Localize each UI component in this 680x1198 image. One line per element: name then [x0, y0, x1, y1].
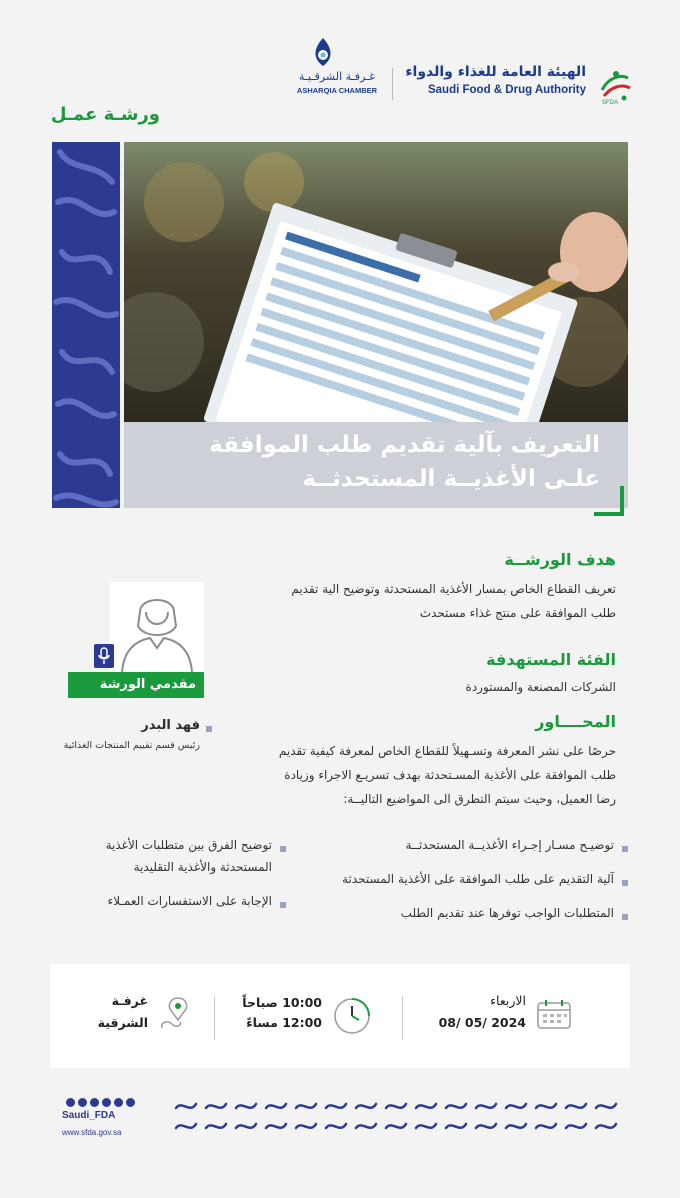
- axes-line2: طلب الموافقة على الأغذية المسـتحدثة بهدف تسريـع الاجراء وزيادة: [284, 768, 616, 782]
- event-time-start: 10:00 صباحاً: [242, 995, 322, 1010]
- location-line1: غرفـة: [111, 993, 148, 1008]
- presenter-avatar: [110, 582, 204, 672]
- hero-photo: [124, 142, 628, 422]
- header-divider: [392, 68, 393, 100]
- location-line2: الشرقية: [97, 1015, 148, 1030]
- axes-line3: رضا العميل، وحيث سيتم التطرق الى المواضيع التاليــة:: [343, 792, 616, 806]
- topic-item: الإجابة على الاستفسارات العمـلاء: [107, 894, 272, 908]
- topic-item: توضيح الفرق بين متطلبات الأغذية: [105, 838, 272, 852]
- info-separator: [214, 996, 215, 1040]
- goal-line1: تعريف القطاع الخاص بمسار الأغذية المستحدثة وتوضيح الية تقديم: [291, 582, 616, 596]
- presenter-name: فهد البدر: [141, 718, 200, 733]
- location-icon: [158, 996, 190, 1032]
- audience-heading: الفئة المستهدفة: [486, 650, 616, 669]
- bullet-icon: [280, 902, 286, 908]
- corner-accent: [594, 512, 624, 516]
- presenter-role: رئيس قسم تقييم المنتجات الغذائية: [63, 740, 200, 751]
- twitter-icon[interactable]: [114, 1098, 123, 1107]
- goal-heading: هدف الورشــة: [504, 550, 616, 569]
- axes-heading: المحــــاور: [535, 712, 616, 731]
- microphone-icon: [94, 644, 114, 668]
- decorative-pattern: [52, 142, 120, 508]
- bullet-icon: [622, 914, 628, 920]
- clock-icon: [332, 996, 372, 1036]
- topic-item: آلية التقديم على طلب الموافقة على الأغذية المستحدثة: [342, 872, 614, 886]
- goal-line2: طلب الموافقة على منتج غذاء مستحدث: [419, 606, 616, 620]
- linkedin-icon[interactable]: [126, 1098, 135, 1107]
- snapchat-icon[interactable]: [102, 1098, 111, 1107]
- event-date: 08/ 05/ 2024: [438, 1015, 526, 1030]
- topic-item: المتطلبات الواجب توفرها عند تقديم الطلب: [400, 906, 614, 920]
- footer-handle[interactable]: Saudi_FDA: [62, 1110, 116, 1121]
- topic-item: توضيـح مسـار إجـراء الأغذيــة المستحدثــة: [405, 838, 614, 852]
- footer-pattern: [172, 1098, 628, 1144]
- sfda-logo: [598, 68, 634, 104]
- workshop-label: ورشـة عمـل: [50, 104, 160, 125]
- topic-item-cont: المستحدثة والأغذية التقليدية: [133, 860, 272, 874]
- bullet-icon: [622, 880, 628, 886]
- hero-title-line2: علـى الأغذيــة المستحدثــة: [302, 466, 600, 492]
- footer-website[interactable]: www.sfda.gov.sa: [62, 1128, 122, 1137]
- chamber-logo-icon: [308, 36, 338, 68]
- bullet-icon: [622, 846, 628, 852]
- event-day: الاربعاء: [490, 993, 526, 1008]
- chamber-name-ar: غـرفـة الشرقـيـة: [298, 70, 376, 83]
- bullet-icon: [280, 846, 286, 852]
- youtube-icon[interactable]: [90, 1098, 99, 1107]
- bullet-icon: [206, 726, 212, 732]
- instagram-icon[interactable]: [78, 1098, 87, 1107]
- axes-line1: حرصًا على نشر المعرفة وتسـهيلاً للقطاع الخاص لمعرفة كيفية تقديم: [278, 744, 616, 758]
- presenter-band: مقدمي الورشة: [68, 672, 204, 698]
- audience-text: الشركات المصنعة والمستوردة: [465, 680, 616, 694]
- chamber-name-en: ASHARQIA CHAMBER: [296, 86, 378, 95]
- sfda-name-ar: الهيئة العامة للغذاء والدواء: [405, 64, 586, 80]
- event-time-end: 12:00 مساءً: [246, 1015, 322, 1030]
- sfda-name-en: Saudi Food & Drug Authority: [427, 84, 586, 96]
- calendar-icon: [536, 998, 572, 1030]
- hero-title-line1: التعريف بآلية تقديم طلب الموافقة: [209, 432, 600, 458]
- sfda-logo-caption: SFDA: [602, 100, 619, 106]
- info-separator: [402, 996, 403, 1040]
- facebook-icon[interactable]: [66, 1098, 75, 1107]
